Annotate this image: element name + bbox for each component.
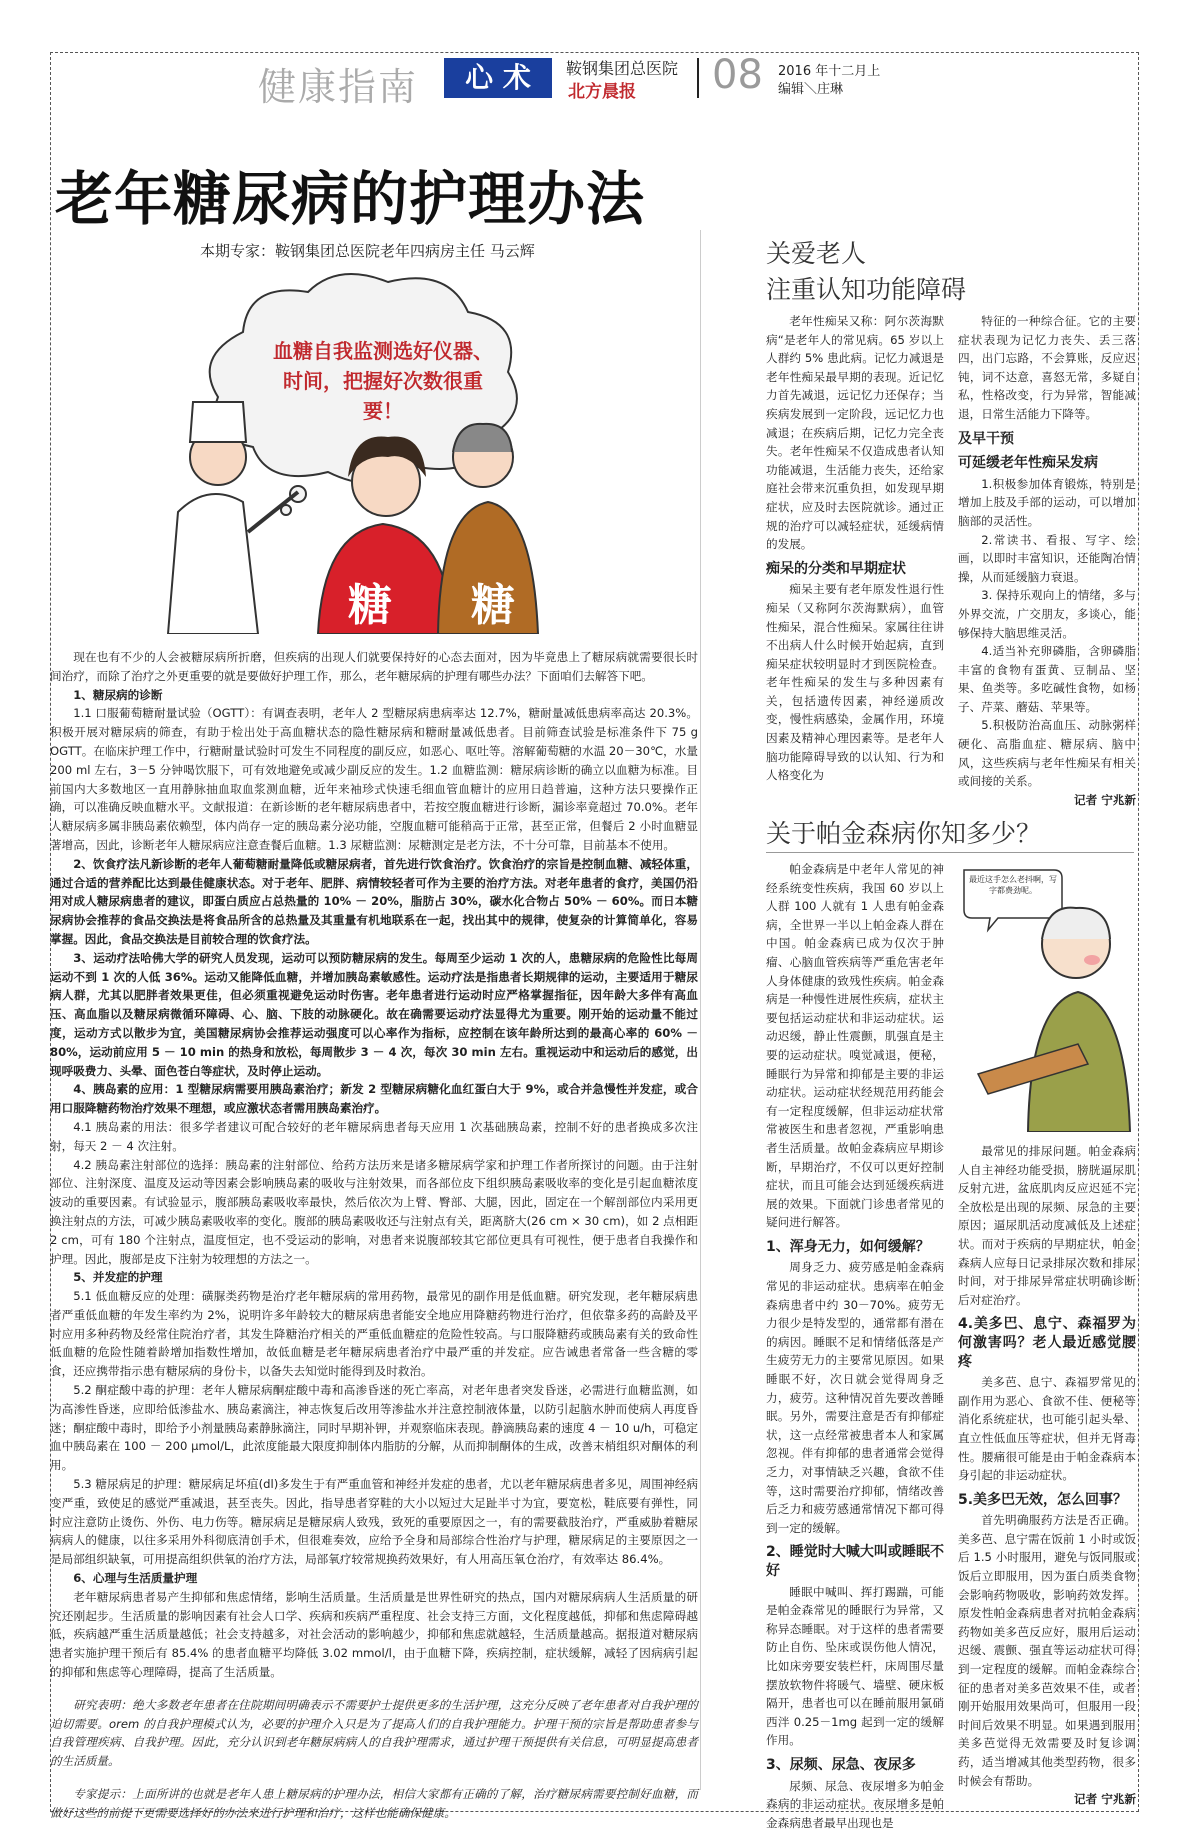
dementia-column-a	[766, 312, 944, 785]
speech-bubble-text: 血糖自我监测选好仪器、时间，把握好次数很重要！	[268, 336, 498, 426]
dementia-title-line2: 注重认知功能障碍	[766, 270, 966, 306]
article-paragraph: 3、运动疗法哈佛大学的研究人员发现，运动可以预防糖尿病的发生。每周至少运动 1 次的人，患糖尿病的危险性比每周运动不到 1 次的人低 36%。运动又能降低血糖，并增加胰岛素敏感性。运动疗法是指患者长期规律的运动，主要适用于糖尿病人群，尤其以肥胖者效果更佳，但必须重视避免运动时伤害。老年患者进行运动时应严格掌握指征，因年龄大多伴有高血压、高血脂以及糖尿病微循环障碍、心、脑、下肢的动脉硬化。故在确需要运动疗法显得尤为重要。刚开始的运动量不能过度，运动方式以散步为宜，美国糖尿病协会推荐运动强度可以心率作为指标，应控制在该年龄所达到的最高心率的 60% － 80%，运动前应用 5 － 10 min 的热身和放松，每周散步 3 － 4 次，每次 30 min 左右。重视运动中和运动后的感觉，出现呼吸费力、头晕、面色苍白等症状，及时停止运动。	[50, 949, 698, 1081]
column-paragraph: 4.适当补充卵磷脂，含卵磷脂丰富的食物有蛋黄、豆制品、坚果、鱼类等。多吃碱性食物，如杨子、芹菜、蘑菇、苹果等。	[958, 642, 1136, 716]
article-paragraph: 5.3 糖尿病足的护理：糖尿病足坏疽(dl)多发生于有严重血管和神经并发症的患者，尤以老年糖尿病患者多见，周围神经病变严重，致使足的感觉严重减退，甚至丧失。因此，指导患者穿鞋的大小以短过大足趾半寸为宜，要宽松，鞋底要有弹性，同时应注意防止烫伤、外伤、电力伤等。糖尿病足是糖尿病人致残，致死的重要原因之一，有的需要截肢治疗，严重威胁着糖尿病病人的健康，以往多采用外科彻底清创手术，但很难奏效，应给予全身和局部综合性治疗与护理，糖尿病足的主要原因之一是局部组织缺氧，可用提高组织供氧的治疗方法，局部氧疗较常规换药效果好，有人用高压氧仓治疗，有效率达 86.4%。	[50, 1475, 698, 1569]
column-paragraph: 美多芭、息宁、森福罗常见的副作用为恶心、食欲不佳、便秘等消化系统症状，也可能引起头晕、直立性低血压等症状，但并无肾毒性。腰痛很可能是由于帕金森病本身引起的非运动症状。	[958, 1373, 1136, 1485]
parkinson-column-a	[766, 860, 944, 1832]
xinshu-logo: 心 术	[444, 58, 552, 98]
issue-date: 2016 年十二月上	[778, 60, 880, 79]
subheading: 2、睡觉时大喊大叫或睡眠不好	[766, 1543, 944, 1580]
column-paragraph: 5.积极防治高血压、动脉粥样硬化、高脂血症、糖尿病、脑中风，这些疾病与老年性痴呆有相关或间接的关系。	[958, 716, 1136, 790]
header-divider	[697, 58, 699, 98]
cartoon-illustration	[148, 262, 548, 634]
subheading: 1、浑身无力，如何缓解？	[766, 1238, 944, 1257]
subheading: 5.美多巴无效，怎么回事？	[958, 1491, 1136, 1510]
article-paragraph: 5.2 酮症酸中毒的护理：老年人糖尿病酮症酸中毒和高渗昏迷的死亡率高，对老年患者突发昏迷，必需进行血糖监测，如为高渗性昏迷，应即给低渗盐水、胰岛素滴注，神志恢复后改用等渗盐水并注意控制液体量，以防引起脑水肿而使病人再度昏迷；酮症酸中毒时，即给予小剂量胰岛素静脉滴注，同时早期补钾，并观察临床表现。静滴胰岛素的速度 4 － 10 u/h，可稳定血中胰岛素在 100 － 200 μmol/L，此浓度能最大限度抑制体内脂肪的分解，从而抑制酮体的生成，改善末梢组织对酮体的利用。	[50, 1381, 698, 1475]
article-paragraph: 5、并发症的护理	[50, 1268, 698, 1287]
column-paragraph: 最常见的排尿问题。帕金森病人自主神经功能受损，膀胱逼尿肌反射亢进，盆底肌肉反应迟延不完全放松是出现的尿频、尿急的主要原因；逼尿肌活动度减低及上述症状。而对于疾病的早期症状，帕金森病人应每日记录排尿次数和排尿时间，对于排尿异常症状明确诊断后对症治疗。	[958, 1142, 1136, 1309]
reporter-signature: 记者 宁兆新	[958, 1790, 1136, 1809]
dementia-column-b	[958, 312, 1136, 809]
article-paragraph: 老年糖尿病患者易产生抑郁和焦虑情绪，影响生活质量。生活质量是世界性研究的热点，国内对糖尿病病人生活质量的研究还刚起步。生活质量的影响因素有社会人口学、疾病和疾病严重程度、社会支持三方面，文化程度越低，抑郁和焦虑障碍越低，疾病越严重生活质量越低；社会支持越多，对社会活动的影响越少，抑郁和焦虑就越轻，生活质量越高。据报道对糖尿病患者实施护理干预后有 85.4% 的患者血糖平均降低 3.02 mmol/l，由于血糖下降，疾病控制，症状缓解，减轻了因病病引起的抑郁和焦虑等心理障碍，提高了生活质量。	[50, 1588, 698, 1682]
subheading: 痴呆的分类和早期症状	[766, 560, 944, 579]
subheading: 及早干预	[958, 430, 1136, 449]
parkinson-cartoon	[958, 864, 1134, 1132]
parkinson-title-rule	[766, 852, 1134, 853]
article-paragraph: 2、饮食疗法凡新诊断的老年人葡萄糖耐量降低或糖尿病者，首先进行饮食治疗。饮食治疗的宗旨是控制血糖、减轻体重，通过合适的营养配比达到最佳健康状态。对于老年、肥胖、病情较轻者可作为主要的治疗方法。对老年患者的食疗，美国仍沿用对成人糖尿病患者的建议，即蛋白质应占总热量的 10% － 20%，脂肪占 30%，碳水化合物占 50% － 60%。而日本糖尿病协会推荐的食品交换法是将食品所含的总热量及其重量有机地联系在一起，找出其中的规律，使复杂的计算简单化，容易掌握。因此，食品交换法是目前较合理的饮食疗法。	[50, 855, 698, 949]
article-body	[50, 648, 698, 1768]
article-title: 老年糖尿病的护理办法	[55, 152, 645, 236]
column-paragraph: 1.积极参加体育锻炼，特别是增加上肢及手部的运动，可以增加脑部的灵活性。	[958, 475, 1136, 531]
article-paragraph: 5.1 低血糖反应的处理：磺脲类药物是治疗老年糖尿病的常用药物，最常见的副作用是低血糖。研究发现，老年糖尿病患者严重低血糖的年发生率约为 2%，说明许多年龄较大的糖尿病患者能安全地应用降糖药物进行治疗，但依靠多药的高龄及平时应用多种药物及经常住院治疗者，其发生降糖治疗相关的严重低血糖症的危险性较高。与口服降糖药或胰岛素有关的致命性低血糖的危险性随着龄增加指数性增加，故低血糖是老年糖尿病患者治疗中最严重的并发症。应告诫患者常备一些含糖的零食，还应携带指示患有糖尿病的身份卡，以备失去知觉时能得到及时救治。	[50, 1287, 698, 1381]
article-paragraph: 1、糖尿病的诊断	[50, 686, 698, 705]
section-name: 健康指南	[258, 56, 418, 111]
reporter-signature: 记者 宁兆新	[958, 791, 1136, 810]
column-paragraph: 睡眠中喊叫、挥打踢踹，可能是帕金森常见的睡眠行为异常，又称异态睡眠。对于这样的患者需要防止自伤、坠床或误伤他人情况，比如床旁要安装栏杆，床周围尽量摆放软物件将暖气、墙壁、硬床板隔开，患者也可以在睡前服用氯硝西泮 0.25－1mg 起到一定的缓解作用。	[766, 1583, 944, 1750]
column-paragraph: 痴呆主要有老年原发性退行性痴呆（又称阿尔茨海默病），血管性痴呆，混合性痴呆。家属往往讲不出病人什么时候开始起病，直到痴呆症状较明显时才到医院检查。老年性痴呆的发生与多种因素有关，包括遗传因素，神经递质改变，慢性病感染，金属作用，环境因素及精神心理因素等。是老年人脑功能障碍导致的以认知、行为和人格变化为	[766, 580, 944, 785]
parkinson-column-b	[958, 1142, 1136, 1809]
column-divider	[700, 230, 701, 1790]
column-paragraph: 特征的一种综合征。它的主要症状表现为记忆力丧失、丢三落四，出门忘路，不会算账，反应迟钝，词不达意，喜怒无常，多疑自私，性格改变，行为异常，智能减退，日常生活能力下降等。	[958, 312, 1136, 424]
article-paragraph: 专家提示：上面所讲的也就是老年人患上糖尿病的护理办法，相信大家都有正确的了解，治疗糖尿病需要控制好血糖，而做好这些的前提下更需要选择好的办法来进行护理和治疗，这样也能确保健康。	[50, 1785, 698, 1823]
article-paragraph: 研究表明：绝大多数老年患者在住院期间明确表示不需要护士提供更多的生活护理，这充分反映了老年患者对自我护理的迫切需要。orem 的自我护理模式认为，必要的护理介入只是为了提高人们的自我护理能力。护理干预的宗旨是帮助患者参与自我管理疾病、自我护理。因此，充分认识到老年糖尿病病人的自我护理需求，通过护理干预提供有关信息，可明显提高患者的生活质量。	[50, 1696, 698, 1771]
article-paragraph: 1.1 口服葡萄糖耐量试验（OGTT）：有调查表明，老年人 2 型糖尿病患病率达 12.7%，糖耐量减低患病率高达 20.3%。积极开展对糖尿病的筛查，有助于检出处于高血糖状态的隐性糖尿病和糖耐量减低患者。目前筛查试验是标准条件下 75 g OGTT。在临床护理工作中，行糖耐量试验时可发生不同程度的副反应，如恶心、呕吐等。溶解葡萄糖的水温 20－30℃，水量 200 ml 左右，3－5 分钟喝饮服下，可有效地避免或减少副反应的发生。1.2 血糖监测：糖尿病诊断的确立以血糖为标准。目前国内大多数地区一直用静脉抽血取血浆测血糖，近年来袖珍式快速毛细血管血糖计的应用日趋普遍，这种方法只要操作正确，可以准确反映血糖水平。文献报道：在新诊断的老年糖尿病患者中，若按空腹血糖进行诊断，漏诊率竟超过 70.0%。老年人糖尿病多属非胰岛素依赖型，体内尚存一定的胰岛素分泌功能，空腹血糖可能稍高于正常，甚至正常，但餐后 2 小时血糖显著增高，因此，诊断老年人糖尿病应注意查餐后血糖。1.3 尿糖监测：尿糖测定是老方法，不十分可靠，目前基本不使用。	[50, 704, 698, 854]
hospital-name: 鞍钢集团总医院	[566, 56, 678, 79]
article-paragraph: 4.1 胰岛素的用法：很多学者建议可配合较好的老年糖尿病患者每天应用 1 次基础胰岛素，控制不好的患者换成多次注射，每天 2 － 4 次注射。	[50, 1118, 698, 1156]
page-number: 08	[712, 52, 763, 98]
tag-text-2: 糖	[471, 580, 515, 631]
article-paragraph: 6、心理与生活质量护理	[50, 1569, 698, 1588]
column-paragraph: 3. 保持乐观向上的情绪，多与外界交流，广交朋友，多谈心，能够保持大脑思维灵活。	[958, 586, 1136, 642]
article-byline: 本期专家：鞍钢集团总医院老年四病房主任 马云辉	[200, 240, 535, 261]
parkinson-title: 关于帕金森病你知多少？	[766, 814, 1041, 850]
paper-name: 北方晨报	[568, 77, 636, 102]
column-paragraph: 首先明确服药方法是否正确。美多芭、息宁需在饭前 1 小时或饭后 1.5 小时服用，避免与饭同服或饭后立即服用，因为蛋白质类食物会影响药物吸收，影响药效发挥。原发性帕金森病患者对抗帕金森病药物如美多芭反应好，服用后运动迟缓、震颤、强直等运动症状可得到一定程度的缓解。而帕金森综合征的患者对美多芭效果不佳，或者刚开始服用效果尚可，但服用一段时间后效果不明显。如果遇到服用美多芭觉得无效需要及时复诊调药，适当增减其他类型药物，很多时候会有帮助。	[958, 1511, 1136, 1790]
article-paragraph: 现在也有不少的人会被糖尿病所折磨，但疾病的出现人们就要保持好的心态去面对，因为毕竟患上了糖尿病就需要很长时间治疗，而除了治疗之外更重要的就是要做好护理工作，那么，老年糖尿病的护理有哪些办法？下面咱们去解答下吧。	[50, 648, 698, 686]
column-paragraph: 老年性痴呆又称：阿尔茨海默病“是老年人的常见病。65 岁以上人群约 5% 患此病。记忆力减退是老年性痴呆最早期的表现。近记忆力首先减退，远记忆力还保存；当疾病发展到一定阶段，远记忆力也减退；在疾病后期，记忆力完全丧失。老年性痴呆不仅造成患者认知功能减退，生活能力丧失，还给家庭社会带来沉重负担，如发现早期症状，应及时去医院就诊。通过正规的治疗可以减轻症状，延缓病情的发展。	[766, 312, 944, 554]
article-paragraph: 4、胰岛素的应用：1 型糖尿病需要用胰岛素治疗；新发 2 型糖尿病糖化血红蛋白大于 9%，或合并急慢性并发症，或合用口服降糖药物治疗效果不理想，或应激状态者需用胰岛素治疗。	[50, 1080, 698, 1118]
editor-credit: 编辑＼庄琳	[778, 78, 843, 97]
column-paragraph: 尿频、尿急、夜尿增多为帕金森病的非运动症状。夜尿增多是帕金森病患者最早出现也是	[766, 1777, 944, 1832]
subheading: 3、尿频、尿急、夜尿多	[766, 1756, 944, 1775]
article-paragraph: 4.2 胰岛素注射部位的选择：胰岛素的注射部位、给药方法历来是诸多糖尿病学家和护理工作者所探讨的问题。由于注射部位、注射深度、温度及运动等因素会影响胰岛素的吸收与注射效果，而各部位皮下组织胰岛素吸收率的变化是引起血糖浓度波动的重要因素。有试验显示，腹部胰岛素吸收率最快，然后依次为上臂、臀部、大腿，因此，固定在一个解剖部位内采用更换注射点的方法，可减少胰岛素吸收率的变化。腹部的胰岛素吸收还与注射点有关，距离脐大(26 cm × 30 cm)，如 2 点相距 2 cm，可有 180 个注射点，温度恒定，也不受运动的影响，对患者来说腹部较其它部位更具有可视性，便于患者自我操作和护理。因此，腹部是皮下注射为较理想的方法之一。	[50, 1156, 698, 1269]
dementia-title-line1: 关爱老人	[766, 234, 866, 270]
parkinson-bubble-text: 最近这手怎么老抖啊，写字都费劲呢。	[968, 874, 1058, 896]
column-paragraph: 帕金森病是中老年人常见的神经系统变性疾病，我国 60 岁以上人群 100 人就有 1 人患有帕金森病，全世界一半以上帕金森人群在中国。帕金森病已成为仅次于肿瘤、心脑血管疾病等严重危害老年人身体健康的致残性疾病。帕金森病是一种慢性进展性疾病，症状主要包括运动症状和非运动症状。运动迟缓，静止性震颤，肌强直是主要的运动症状。嗅觉减退，便秘，睡眠行为异常和抑郁是主要的非运动症状。运动症状经规范用药能会有一定程度缓解，但非运动症状常常被医生和患者忽视，严重影响患者生活质量。故帕金森病应早期诊断，早期治疗，不仅可以更好控制症状，而且可能会达到延缓疾病进展的效果。下面就门诊患者常见的疑问进行解答。	[766, 860, 944, 1232]
subheading: 4.美多巴、息宁、森福罗为何激害吗？老人最近感觉腰疼	[958, 1315, 1136, 1371]
column-paragraph: 2.常读书、看报、写字、绘画，以即时丰富知识，还能陶冶情操，从而延缓脑力衰退。	[958, 531, 1136, 587]
tag-text-1: 糖	[348, 580, 392, 631]
subheading: 可延缓老年性痴呆发病	[958, 454, 1136, 473]
column-paragraph: 周身乏力、疲劳感是帕金森病常见的非运动症状。患病率在帕金森病患者中约 30－70%。疲劳无力很少是特发型的，通常都有潜在的病因。睡眠不足和情绪低落是产生疲劳无力的主要常见原因。如果睡眠不好，次日就会觉得周身乏力，疲劳。这种情况首先要改善睡眠。另外，需要注意是否有抑郁症状，这一点经常被患者本人和家属忽视。伴有抑郁的患者通常会觉得乏力，对事情缺乏兴趣，食欲不佳等，这时需要治疗抑郁，情绪改善后乏力和疲劳感通常情况下都可得到一定的缓解。	[766, 1258, 944, 1537]
